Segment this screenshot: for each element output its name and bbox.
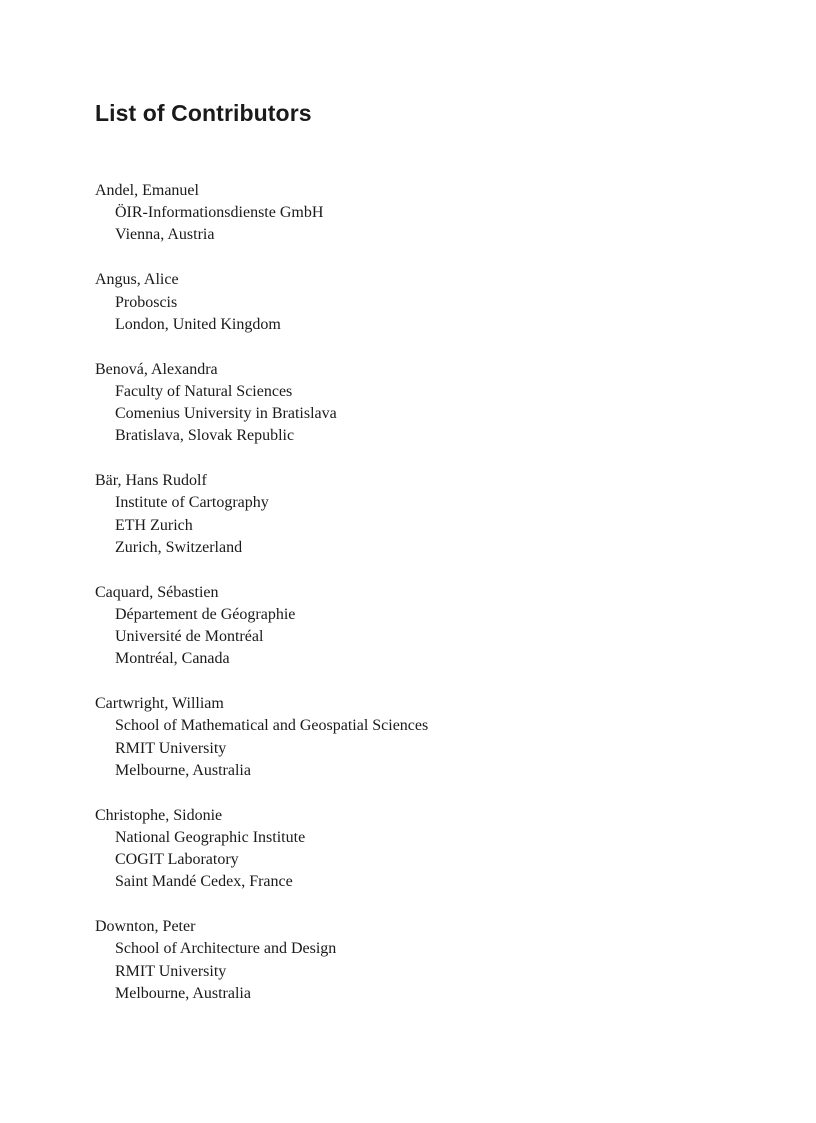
affiliation-line: Département de Géographie [115, 605, 296, 623]
affiliation-line: School of Architecture and Design [115, 940, 337, 958]
contributor-name: Caquard, Sébastien [95, 583, 219, 601]
contributor-entry [95, 582, 756, 671]
affiliation-line: Saint Mandé Cedex, France [115, 873, 293, 891]
affiliation-line: School of Mathematical and Geospatial Sciences [115, 717, 429, 735]
affiliation-line: COGIT Laboratory [115, 851, 239, 868]
affiliation-line: Montréal, Canada [115, 650, 230, 668]
affiliation-line: Faculty of Natural Sciences [115, 382, 293, 400]
affiliation-line: Zurich, Switzerland [115, 538, 243, 556]
contributor-entry [95, 805, 756, 894]
contributor-entry [95, 359, 756, 448]
affiliation-line: Institute of Cartography [115, 494, 269, 512]
affiliation-line: ÖIR-Informationsdienste GmbH [115, 204, 324, 222]
affiliation-line: Proboscis [115, 293, 178, 311]
contributor-entry [95, 180, 756, 247]
contributor-list [95, 180, 756, 1005]
affiliation-line: Vienna, Austria [115, 226, 215, 244]
contributor-entry [95, 470, 756, 559]
contributor-name: Andel, Emanuel [95, 182, 199, 199]
contributor-entry [95, 916, 756, 1005]
affiliation-line: Melbourne, Australia [115, 761, 251, 779]
contributor-name: Cartwright, William [95, 695, 224, 713]
affiliation-line: Université de Montréal [115, 628, 264, 645]
contributor-entry [95, 693, 756, 782]
affiliation-line: RMIT University [115, 962, 227, 980]
contributor-name: Bär, Hans Rudolf [95, 472, 207, 490]
contributor-name: Benová, Alexandra [95, 360, 218, 378]
contributor-entry [95, 269, 756, 336]
affiliation-line: Comenius University in Bratislava [115, 405, 337, 422]
affiliation-line: London, United Kingdom [115, 315, 281, 333]
document-page [95, 98, 756, 1028]
affiliation-line: National Geographic Institute [115, 828, 306, 846]
affiliation-line: Bratislava, Slovak Republic [115, 427, 295, 445]
contributor-name: Angus, Alice [95, 271, 179, 289]
contributor-name: Downton, Peter [95, 918, 196, 936]
affiliation-line: RMIT University [115, 739, 227, 757]
contributor-name: Christophe, Sidonie [95, 806, 223, 824]
affiliation-line: Melbourne, Australia [115, 984, 251, 1002]
affiliation-line: ETH Zurich [115, 516, 193, 534]
page-title: List of Contributors [95, 100, 312, 126]
